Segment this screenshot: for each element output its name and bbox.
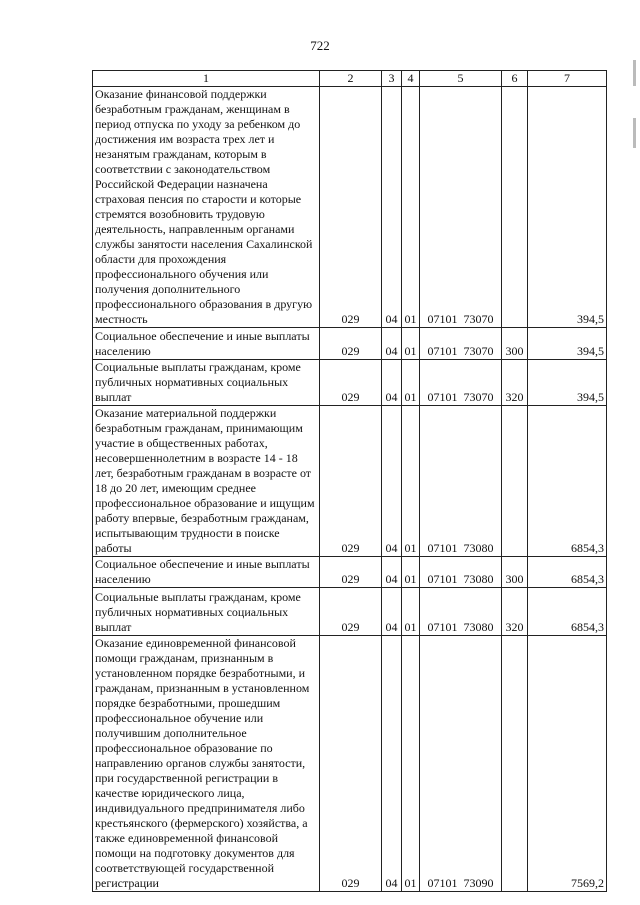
amount: 6854,3 — [528, 588, 607, 636]
amount: 7569,2 — [528, 636, 607, 892]
row-description: Социальные выплаты гражданам, кроме публичных нормативных социальных выплат — [93, 360, 320, 406]
subsection-code: 01 — [402, 406, 420, 557]
row-description: Оказание финансовой поддержки безработным гражданам, женщинам в период отпуска по уходу за ребенком до достижения им возраста трех лет и незанятым гражданам, которым в соответствии с законодательством Российской Федерации назначена страховая пенсия по старости и которые стремятся возобновить трудовую деятельность, направленным органами службы занятости населения Сахалинской области для прохождения профессионального обучения или получения дополнительного профессионального образования в другую местность — [93, 87, 320, 328]
table-row — [93, 360, 607, 406]
ministry-code: 029 — [320, 328, 382, 360]
target-article-code — [420, 588, 502, 636]
page-number: 722 — [310, 38, 330, 53]
target-code: 73080 — [463, 572, 494, 586]
target-code: 73090 — [463, 876, 494, 890]
section-code: 04 — [382, 87, 402, 328]
section-code: 04 — [382, 557, 402, 588]
table-row — [93, 406, 607, 557]
ministry-code: 029 — [320, 406, 382, 557]
column-header: 3 — [382, 71, 402, 87]
target-code: 73080 — [463, 620, 494, 634]
table-row — [93, 87, 607, 328]
expense-type-code: 320 — [502, 360, 528, 406]
target-program: 07101 — [427, 620, 458, 634]
section-code: 04 — [382, 406, 402, 557]
target-code: 73080 — [463, 541, 494, 555]
budget-table — [92, 70, 607, 892]
expense-type-code: 300 — [502, 557, 528, 588]
expense-type-code — [502, 406, 528, 557]
column-header: 7 — [528, 71, 607, 87]
column-number-header — [93, 71, 607, 87]
target-code: 73070 — [463, 344, 494, 358]
amount: 394,5 — [528, 87, 607, 328]
expense-type-code: 320 — [502, 588, 528, 636]
target-article-code — [420, 328, 502, 360]
section-code: 04 — [382, 360, 402, 406]
amount: 6854,3 — [528, 557, 607, 588]
subsection-code: 01 — [402, 360, 420, 406]
column-header: 4 — [402, 71, 420, 87]
target-article-code — [420, 406, 502, 557]
subsection-code: 01 — [402, 557, 420, 588]
section-code: 04 — [382, 588, 402, 636]
scan-edge-mark — [633, 60, 636, 86]
table-row — [93, 588, 607, 636]
target-code: 73070 — [463, 312, 494, 326]
target-article-code — [420, 360, 502, 406]
target-program: 07101 — [427, 541, 458, 555]
expense-type-code — [502, 636, 528, 892]
target-program: 07101 — [427, 572, 458, 586]
table-row — [93, 328, 607, 360]
target-program: 07101 — [427, 390, 458, 404]
target-article-code — [420, 557, 502, 588]
row-description: Социальное обеспечение и иные выплаты населению — [93, 328, 320, 360]
target-code: 73070 — [463, 390, 494, 404]
column-header: 2 — [320, 71, 382, 87]
row-description: Социальное обеспечение и иные выплаты населению — [93, 557, 320, 588]
ministry-code: 029 — [320, 588, 382, 636]
amount: 394,5 — [528, 360, 607, 406]
column-header: 5 — [420, 71, 502, 87]
column-header: 1 — [93, 71, 320, 87]
subsection-code: 01 — [402, 328, 420, 360]
ministry-code: 029 — [320, 87, 382, 328]
row-description: Оказание материальной поддержки безработным гражданам, принимающим участие в общественных работах, несовершеннолетним в возрасте 14 - 18 лет, безработным гражданам в возрасте от 18 до 20 лет, имеющим среднее профессиональное образование и ищущим работу впервые, безработным гражданам, испытывающим трудности в поиске работы — [93, 406, 320, 557]
amount: 6854,3 — [528, 406, 607, 557]
column-header: 6 — [502, 71, 528, 87]
subsection-code: 01 — [402, 636, 420, 892]
amount: 394,5 — [528, 328, 607, 360]
table-row — [93, 636, 607, 892]
target-article-code — [420, 87, 502, 328]
subsection-code: 01 — [402, 588, 420, 636]
target-program: 07101 — [427, 876, 458, 890]
ministry-code: 029 — [320, 557, 382, 588]
row-description: Социальные выплаты гражданам, кроме публичных нормативных социальных выплат — [93, 588, 320, 636]
ministry-code: 029 — [320, 360, 382, 406]
scan-edge-mark — [633, 118, 636, 148]
target-program: 07101 — [427, 344, 458, 358]
section-code: 04 — [382, 636, 402, 892]
target-program: 07101 — [427, 312, 458, 326]
expense-type-code: 300 — [502, 328, 528, 360]
table-row — [93, 557, 607, 588]
section-code: 04 — [382, 328, 402, 360]
ministry-code: 029 — [320, 636, 382, 892]
expense-type-code — [502, 87, 528, 328]
row-description: Оказание единовременной финансовой помощи гражданам, признанным в установленном порядке безработными, и гражданам, признанным в установленном порядке безработными, прошедшим профессиональное обучение или получившим дополнительное профессиональное образование по направлению органов службы занятости, при государственной регистрации в качестве юридического лица, индивидуального предпринимателя либо крестьянского (фермерского) хозяйства, а также единовременной финансовой помощи на подготовку документов для соответствующей государственной регистрации — [93, 636, 320, 892]
subsection-code: 01 — [402, 87, 420, 328]
target-article-code — [420, 636, 502, 892]
